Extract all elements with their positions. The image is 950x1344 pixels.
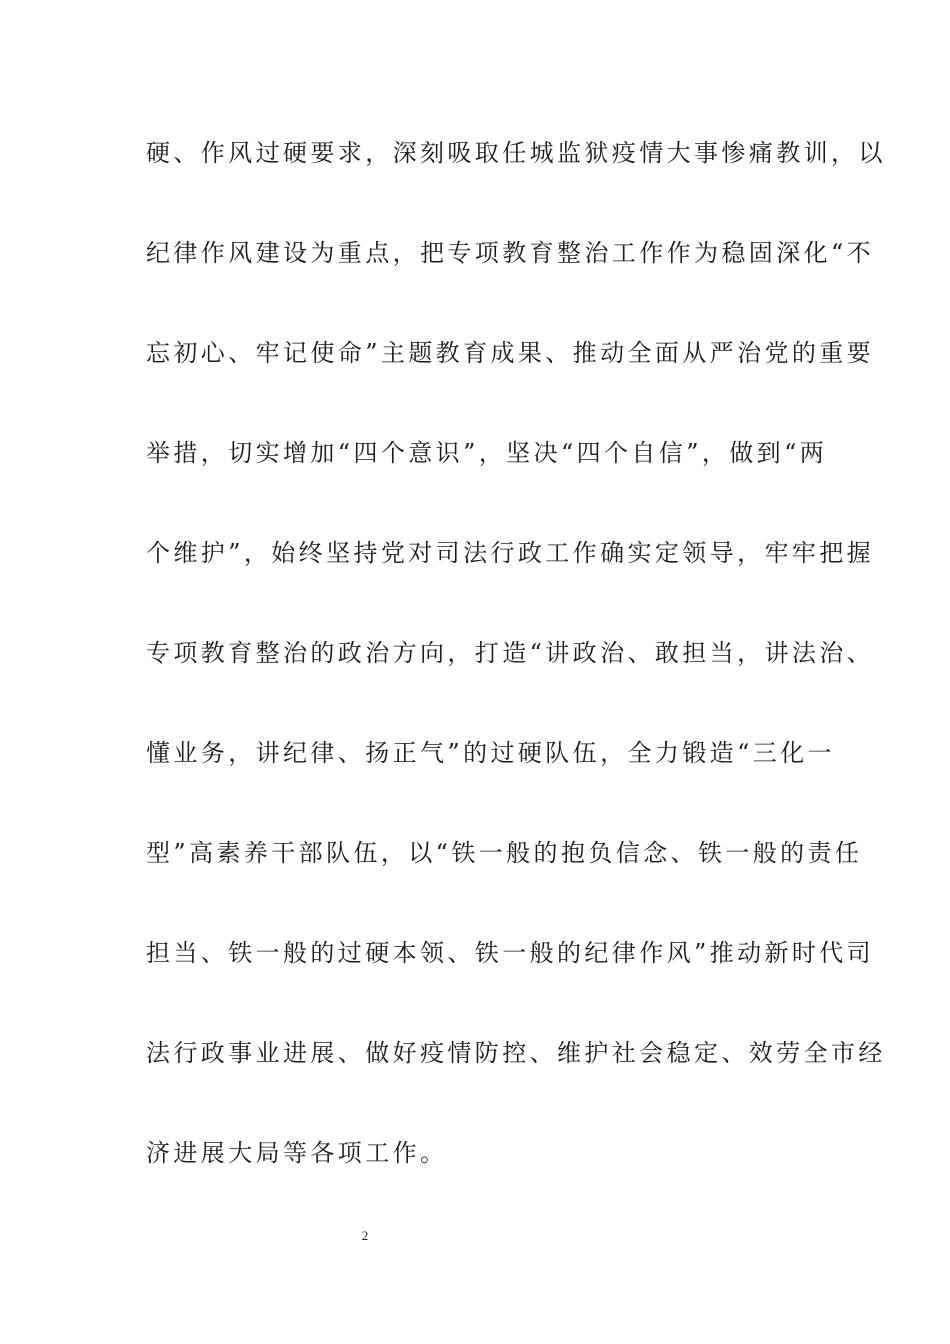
- body-paragraph: [146, 128, 886, 1228]
- page-number: 2: [361, 1228, 369, 1243]
- text-line: 举措，切实增加“四个意识”，坚决“四个自信”，做到“两: [146, 439, 828, 467]
- text-line: 济进展大局等各项工作。: [146, 1139, 448, 1167]
- text-line: 忘初心、牢记使命”主题教育成果、推动全面从严治党的重要: [146, 339, 875, 367]
- text-line: 法行政事业进展、做好疫情防控、维护社会稳定、效劳全市经: [146, 1039, 886, 1067]
- text-line: 型”高素养干部队伍，以“铁一般的抱负信念、铁一般的责任: [146, 839, 863, 867]
- text-line: 硬、作风过硬要求，深刻吸取任城监狱疫情大事惨痛教训，以: [146, 139, 886, 167]
- text-line: 专项教育整治的政治方向，打造“讲政治、敢担当，讲法治、: [146, 639, 875, 667]
- text-line: 懂业务，讲纪律、扬正气”的过硬队伍，全力锻造“三化一: [146, 739, 835, 767]
- text-line: 个维护”，始终坚持党对司法行政工作确实定领导，牢牢把握: [146, 539, 875, 567]
- text-line: 担当、铁一般的过硬本领、铁一般的纪律作风”推动新时代司: [146, 939, 875, 967]
- text-line: 纪律作风建设为重点，把专项教育整治工作作为稳固深化“不: [146, 239, 875, 267]
